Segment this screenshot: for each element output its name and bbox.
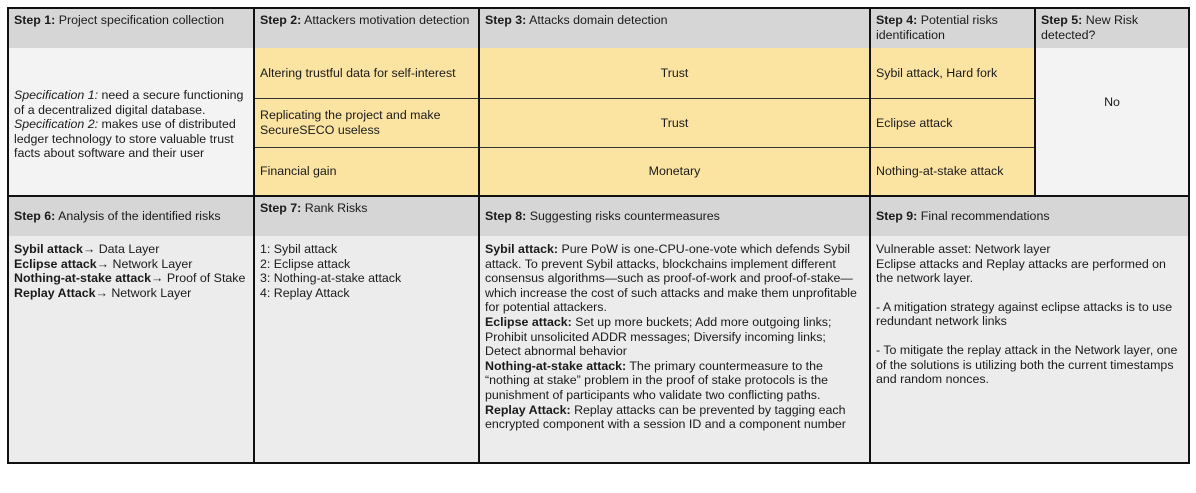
- column-divider: [253, 9, 255, 462]
- recommendations-cell: [871, 236, 1188, 462]
- risk-3: [871, 148, 1034, 195]
- step1-number: Step 1:: [14, 13, 56, 27]
- recommendation-paragraph: - To mitigate the replay attack in the Network layer, one of the solutions is utilizing both the current timestamps and random nonces.: [876, 342, 1178, 387]
- column-divider: [478, 9, 480, 462]
- step2-number: Step 2:: [260, 13, 302, 27]
- countermeasure-item: Sybil attack: Pure PoW is one-CPU-one-vote which defends Sybil attack. To prevent Sybil attacks, blockchains implement different consensus algorithms—such as proof-of-work and proof-of-stake—which increase the cost of such attacks and make them unprofitable for potential attackers.: [485, 242, 857, 315]
- motivation-2: [255, 99, 478, 147]
- recommendation-line: Vulnerable asset: Network layer: [876, 242, 1051, 256]
- step6-number: Step 6:: [14, 209, 56, 224]
- countermeasure-item: Nothing-at-stake attack: The primary countermeasure to the “nothing at stake” problem in the proof of stake protocols is the punishment of participants who validate two conflicting paths.: [485, 358, 828, 402]
- step6-header: [9, 197, 253, 236]
- domain-2: [480, 99, 869, 147]
- step3-number: Step 3:: [485, 13, 527, 27]
- step7-number: Step 7:: [260, 201, 302, 215]
- domain-1-text: Trust: [660, 65, 689, 80]
- risk-2: [871, 99, 1034, 147]
- step1-header: [9, 9, 253, 48]
- spec2-label: Specification 2:: [14, 117, 99, 132]
- rank-item: 1: Sybil attack: [260, 242, 338, 256]
- step2-header: [255, 9, 478, 48]
- specification-cell: [9, 48, 253, 195]
- analysis-item: Eclipse attack→ Network Layer: [14, 256, 193, 271]
- new-risk-value: No: [1104, 95, 1120, 110]
- step2-label: Attackers motivation detection: [301, 13, 470, 27]
- step8-label: Suggesting risks countermeasures: [526, 209, 720, 224]
- rank-item: 4: Replay Attack: [260, 285, 350, 300]
- step6-label: Analysis of the identified risks: [55, 209, 221, 224]
- motivation-3: [255, 148, 478, 195]
- step4-number: Step 4:: [876, 13, 918, 27]
- analysis-cell: [9, 236, 253, 462]
- rank-item: 3: Nothing-at-stake attack: [260, 271, 402, 286]
- motivation-1: [255, 48, 478, 98]
- rank-cell: [255, 236, 478, 462]
- step5-label: New Risk detected?: [1041, 13, 1139, 42]
- motivation-3-text: Financial gain: [260, 164, 337, 179]
- step1-label: Project specification collection: [55, 13, 225, 27]
- motivation-2-text: Replicating the project and make SecureSECO useless: [260, 108, 441, 137]
- row-divider: [255, 147, 1034, 148]
- new-risk-cell: [1036, 48, 1188, 195]
- risk-1-text: Sybil attack, Hard fork: [876, 65, 998, 80]
- risk-3-text: Nothing-at-stake attack: [876, 164, 1004, 179]
- recommendation-line: Eclipse attacks and Replay attacks are performed on the network layer.: [876, 256, 1166, 286]
- analysis-item: Replay Attack→ Network Layer: [14, 285, 192, 300]
- step8-header: [480, 197, 869, 236]
- analysis-item: Sybil attack→ Data Layer: [14, 242, 160, 256]
- step9-header: [871, 197, 1188, 236]
- column-divider: [869, 9, 871, 462]
- step3-header: [480, 9, 869, 48]
- step3-label: Attacks domain detection: [526, 13, 668, 27]
- rank-item: 2: Eclipse attack: [260, 256, 351, 271]
- step5-number: Step 5:: [1041, 13, 1083, 27]
- recommendation-paragraph: - A mitigation strategy against eclipse attacks is to use redundant network links: [876, 299, 1173, 329]
- spec1-text: need a secure functioning of a decentralized digital database.: [14, 88, 244, 117]
- spec1-label: Specification 1:: [14, 88, 99, 103]
- step8-number: Step 8:: [485, 209, 527, 224]
- analysis-item: Nothing-at-stake attack→ Proof of Stake: [14, 271, 246, 286]
- step9-number: Step 9:: [876, 209, 918, 224]
- step9-label: Final recommendations: [917, 209, 1050, 224]
- domain-2-text: Trust: [660, 115, 689, 130]
- risk-2-text: Eclipse attack: [876, 115, 953, 130]
- row-divider: [255, 98, 1034, 99]
- spec2-text: makes use of distributed ledger technology to store valuable trust facts about software and their user: [14, 117, 236, 161]
- column-divider: [1034, 9, 1036, 195]
- countermeasures-cell: [480, 236, 869, 462]
- countermeasure-item: Replay Attack: Replay attacks can be prevented by tagging each encrypted component with a session ID and a component number: [485, 402, 846, 432]
- step4-label: Potential risks identification: [876, 13, 998, 42]
- step7-label: Rank Risks: [301, 201, 368, 215]
- motivation-1-text: Altering trustful data for self-interest: [260, 65, 456, 80]
- risk-1: [871, 48, 1034, 98]
- risk-assessment-table: [7, 7, 1190, 464]
- domain-3: [480, 148, 869, 195]
- step5-header: [1036, 9, 1188, 48]
- domain-1: [480, 48, 869, 98]
- domain-3-text: Monetary: [648, 164, 701, 179]
- step7-header: [255, 197, 478, 236]
- countermeasure-item: Eclipse attack: Set up more buckets; Add more outgoing links; Prohibit unsolicited ADDR messages; Diversify incoming links; Detect abnormal behavior: [485, 314, 832, 359]
- step4-header: [871, 9, 1034, 48]
